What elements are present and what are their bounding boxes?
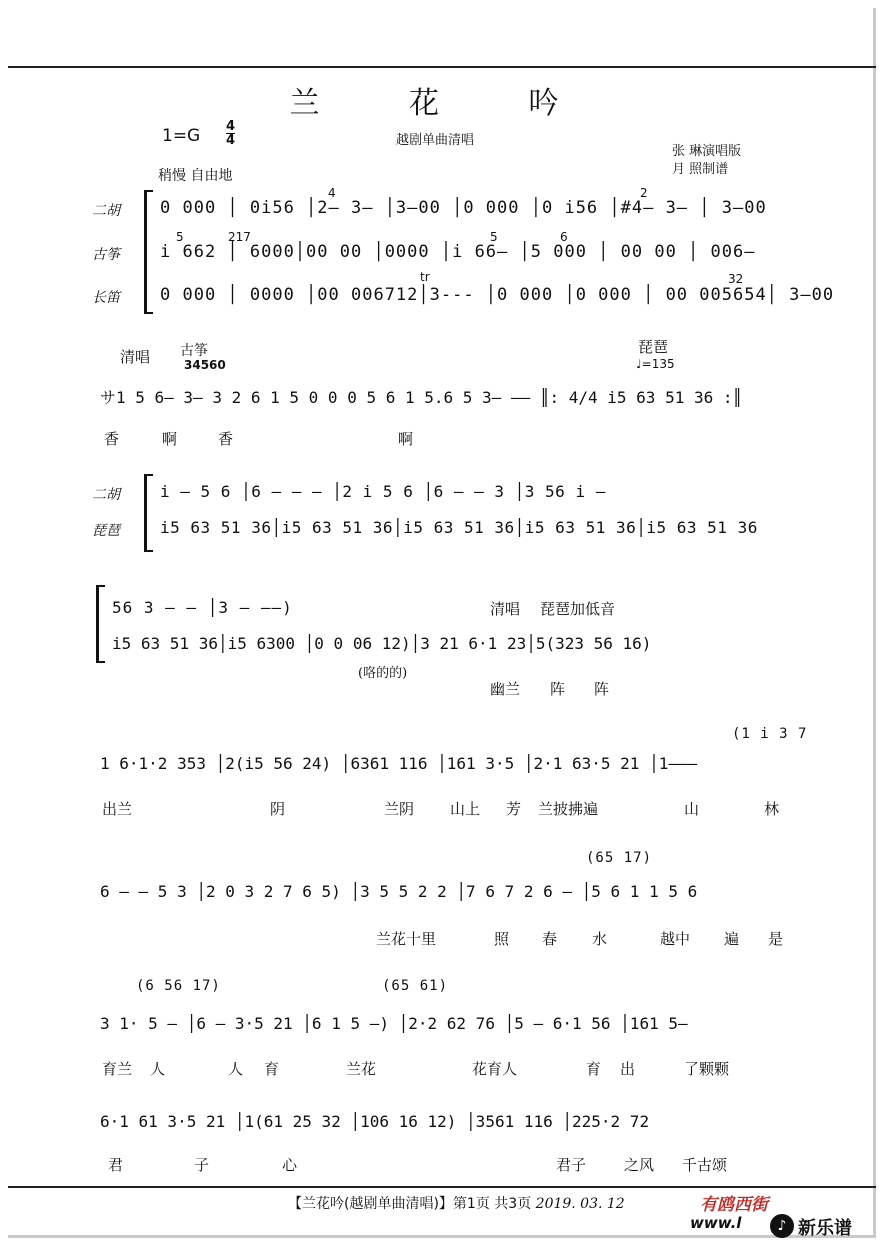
footer-date: 2019. 03. 12: [535, 1196, 625, 1212]
lyric: 兰披拂遍: [538, 800, 599, 818]
phrase-above: (65 17): [586, 850, 653, 866]
lyric: 水: [592, 930, 608, 948]
inst-label-erhu: 二胡: [92, 487, 120, 503]
tempo-mark: ♩=135: [636, 357, 675, 371]
lyric: 育: [264, 1060, 280, 1078]
label-pipa-low: 琵琶加低音: [540, 600, 616, 618]
staff-row-voice: 3 1· 5 – │6 – 3·5 21 │6 1 5 –) │2·2 62 76 │5 – 6·1 56 │161 5–: [100, 1014, 688, 1033]
staff-row-pipa: i5 63 51 36│i5 63 51 36│i5 63 51 36│i5 63 51 36│i5 63 51 36: [160, 518, 758, 537]
grace-run: 34560: [184, 358, 226, 372]
lyric: 之风: [624, 1156, 655, 1174]
lyric: 林: [764, 800, 780, 818]
footer-text: [288, 1193, 625, 1213]
lyric: 阵: [594, 680, 610, 698]
phrase-above: (1 i 3 7: [732, 726, 808, 742]
lyric: 幽兰: [490, 680, 521, 698]
inst-label-guzheng: 古筝: [92, 247, 120, 263]
seal-stamp: 有鸥西街: [700, 1195, 768, 1215]
system3-bracket: [144, 474, 153, 552]
staff-row-erhu: 0 000 │ 0i56 │2– 3– │3–00 │0 000 │0 i56 │#4– 3– │ 3–00: [160, 198, 767, 218]
grace-note: 5: [176, 230, 184, 244]
lyric: 人: [228, 1060, 244, 1078]
logo-icon: ♪: [770, 1214, 794, 1238]
lyric: 君子: [556, 1156, 587, 1174]
inst-label-erhu: 二胡: [92, 203, 120, 219]
lyric: 花育人: [472, 1060, 518, 1078]
staff-row-upper: 56 3 – – │3 – ––): [112, 598, 293, 617]
inst-label-changdi: 长笛: [92, 290, 120, 306]
lyric: 越中: [660, 930, 691, 948]
grace-note: 6: [560, 230, 568, 244]
lyric: 了颗颗: [684, 1060, 730, 1078]
staff-row-voice: サ1 5 6– 3– 3 2 6 1 5 0 0 0 5 6 1 5.6 5 3– –– ║: 4/4 i5 63 51 36 :║: [100, 388, 743, 407]
lyric: 千古颂: [682, 1156, 728, 1174]
lyric: 是: [768, 930, 784, 948]
lyric: 育兰: [102, 1060, 133, 1078]
sheet-paper: [8, 8, 876, 1238]
lyric: 芳: [506, 800, 522, 818]
logo-text: 新乐谱: [798, 1218, 852, 1239]
staff-row-voice: 1 6·1·2 353 │2(i5 56 24) │6361 116 │161 3·5 │2·1 63·5 21 │1–––: [100, 754, 698, 773]
staff-row-changdi: 0 000 │ 0000 │00 006712│3--- │0 000 │0 000 │ 00 005654│ 3–00: [160, 285, 835, 305]
inst-label-pipa: 琵琶: [92, 523, 120, 539]
grace-note: 2: [640, 186, 648, 200]
staff-row-guzheng: i 662 │ 6000│00 00 │0000 │i 66– │5 000 │ 00 00 │ 006–: [160, 242, 756, 262]
lyric: 香: [218, 430, 234, 448]
lyric: 育: [586, 1060, 602, 1078]
footer-page-info: 【兰花吟(越剧单曲清唱)】第1页 共3页: [288, 1196, 532, 1212]
label-qingchang: 清唱: [490, 600, 521, 618]
lyric: 照: [494, 930, 510, 948]
tempo-text: 稍慢 自由地: [158, 168, 233, 184]
lyric: 遍: [724, 930, 740, 948]
lyric: 兰阴: [384, 800, 415, 818]
lyric: 啊: [398, 430, 414, 448]
label-guzheng: 古筝: [180, 343, 208, 359]
credit-singer: 张 琳演唱版: [672, 144, 742, 159]
lyric: 君: [108, 1156, 124, 1174]
grace-note: 5: [490, 230, 498, 244]
lyric: 啊: [162, 430, 178, 448]
annotation-ge-de-de: (咯的的): [358, 666, 408, 681]
phrase-above: (6 56 17): [136, 978, 221, 994]
grace-note: 217: [228, 230, 251, 244]
lyric: 人: [150, 1060, 166, 1078]
lyric: 山上: [450, 800, 481, 818]
lyric: 出: [620, 1060, 636, 1078]
staff-row-voice: 6 – – 5 3 │2 0 3 2 7 6 5) │3 5 5 2 2 │7 6 7 2 6 – │5 6 1 1 5 6: [100, 882, 698, 901]
lyric: 心: [282, 1156, 298, 1174]
staff-row-voice: 6·1 61 3·5 21 │1(61 25 32 │106 16 12) │3561 116 │225·2 72: [100, 1112, 650, 1131]
system4-bracket: [96, 585, 105, 663]
system1-bracket: [144, 190, 153, 314]
subtitle: 越剧单曲清唱: [396, 133, 475, 148]
trill-mark: tr: [420, 270, 430, 284]
lyric: 阴: [270, 800, 286, 818]
lyric: 香: [104, 430, 120, 448]
lyric: 山: [684, 800, 700, 818]
label-pipa: 琵琶: [638, 338, 669, 356]
label-qingchang: 清唱: [120, 348, 151, 366]
lyric: 阵: [550, 680, 566, 698]
grace-note: 4: [328, 186, 336, 200]
staff-row-erhu: i – 5 6 │6 – – – │2 i 5 6 │6 – – 3 │3 56 i –: [160, 482, 606, 501]
footer-rule: [8, 1186, 876, 1188]
lyric: 出兰: [102, 800, 133, 818]
top-rule: [8, 66, 876, 68]
watermark-url: www.l: [690, 1214, 742, 1232]
time-signature: 4 4: [226, 119, 236, 148]
song-title: 兰 花 吟: [289, 86, 599, 121]
lyric: 兰花: [346, 1060, 377, 1078]
key-signature: 1=G: [162, 126, 201, 146]
phrase-above: (65 61): [382, 978, 449, 994]
lyric: 春: [542, 930, 558, 948]
credit-transcriber: 月 照制谱: [672, 162, 729, 177]
lyric: 子: [194, 1156, 210, 1174]
grace-note: 32: [728, 272, 744, 286]
lyric: 兰花十里: [376, 930, 437, 948]
staff-row-lower: i5 63 51 36│i5 6300 │0 0 06 12)│3 21 6·1 23│5(323 56 16): [112, 634, 652, 653]
